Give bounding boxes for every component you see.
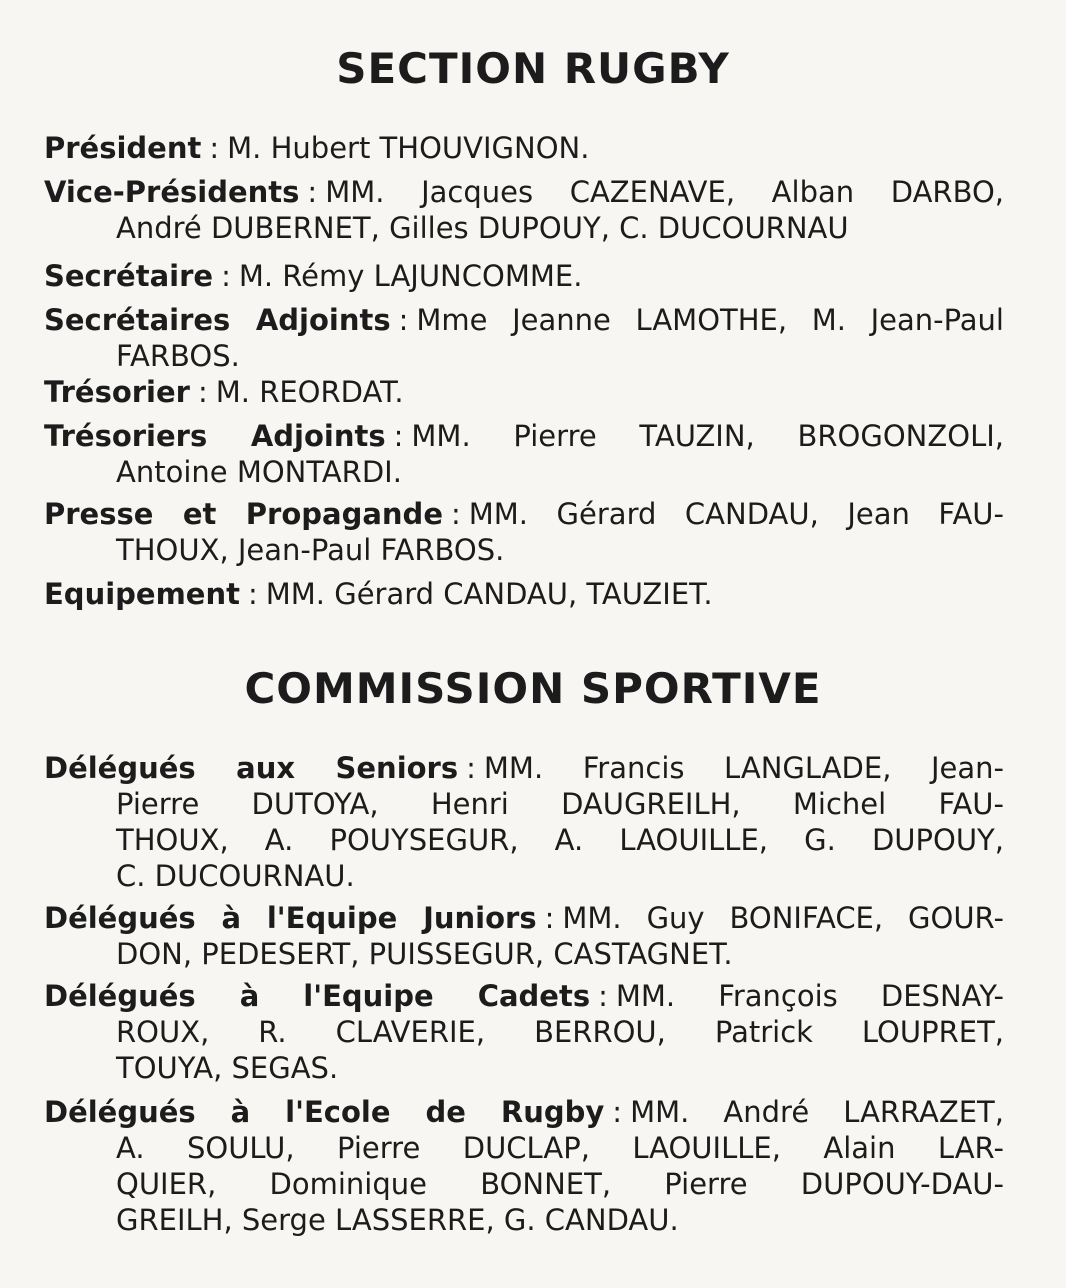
- role-label: Président: [44, 131, 202, 165]
- role-label: Délégués à l'Equipe Juniors: [44, 901, 537, 935]
- entry-delegues-ecole-rugby: [44, 1094, 1004, 1238]
- role-label: Presse et Propagande: [44, 497, 443, 531]
- role-label: Secrétaires Adjoints: [44, 303, 391, 337]
- member-names-continued: QUIER, Dominique BONNET, Pierre DUPOUY-DAU-: [116, 1167, 1004, 1201]
- member-names-continued: A. SOULU, Pierre DUCLAP, LAOUILLE, Alain LAR-: [116, 1131, 1004, 1165]
- colon: :: [393, 419, 404, 453]
- entry-delegues-juniors: [44, 900, 1004, 972]
- member-names-continued: TOUYA, SEGAS.: [116, 1051, 339, 1085]
- member-names: M. Rémy LAJUNCOMME.: [238, 259, 583, 293]
- entry-tresorier: [44, 374, 1004, 410]
- member-names: MM. Gérard CANDAU, Jean FAU-: [468, 497, 1004, 531]
- colon: :: [598, 979, 608, 1013]
- colon: :: [209, 131, 220, 165]
- colon: :: [544, 901, 555, 935]
- entry-secretaires-adjoints: [44, 302, 1004, 374]
- member-names-continued: FARBOS.: [116, 339, 240, 373]
- role-label: Trésorier: [44, 375, 190, 409]
- section-rugby-heading: SECTION RUGBY: [336, 44, 730, 93]
- entry-delegues-seniors: [44, 750, 1004, 894]
- member-names-continued: Pierre DUTOYA, Henri DAUGREILH, Michel FAU-: [116, 787, 1004, 821]
- member-names: MM. Gérard CANDAU, TAUZIET.: [265, 577, 713, 611]
- entry-tresoriers-adjoints: [44, 418, 1004, 490]
- member-names: MM. Francis LANGLADE, Jean-: [483, 751, 1004, 785]
- role-label: Délégués à l'Ecole de Rugby: [44, 1095, 605, 1129]
- member-names-continued: THOUX, Jean-Paul FARBOS.: [116, 533, 505, 567]
- member-names-continued: Antoine MONTARDI.: [116, 455, 402, 489]
- entry-delegues-cadets: [44, 978, 1004, 1086]
- commission-sportive-heading: COMMISSION SPORTIVE: [244, 664, 822, 713]
- role-label: Equipement: [44, 577, 240, 611]
- entry-secretaire: [44, 258, 1004, 294]
- member-names: MM. Guy BONIFACE, GOUR-: [562, 901, 1004, 935]
- role-label: Secrétaire: [44, 259, 214, 293]
- member-names-continued: GREILH, Serge LASSERRE, G. CANDAU.: [116, 1203, 679, 1237]
- colon: :: [307, 175, 318, 209]
- member-names: MM. Jacques CAZENAVE, Alban DARBO,: [325, 175, 1004, 209]
- member-names: M. Hubert THOUVIGNON.: [227, 131, 590, 165]
- role-label: Délégués à l'Equipe Cadets: [44, 979, 591, 1013]
- role-label: Délégués aux Seniors: [44, 751, 459, 785]
- member-names-continued: THOUX, A. POUYSEGUR, A. LAOUILLE, G. DUPOUY,: [116, 823, 1004, 857]
- member-names: MM. Pierre TAUZIN, BROGONZOLI,: [411, 419, 1004, 453]
- member-names: MM. François DESNAY-: [615, 979, 1004, 1013]
- colon: :: [398, 303, 409, 337]
- member-names-continued: C. DUCOURNAU.: [116, 859, 355, 893]
- member-names-continued: André DUBERNET, Gilles DUPOUY, C. DUCOURNAU: [116, 211, 849, 245]
- member-names: M. REORDAT.: [215, 375, 404, 409]
- colon: :: [612, 1095, 623, 1129]
- member-names: Mme Jeanne LAMOTHE, M. Jean-Paul: [416, 303, 1004, 337]
- role-label: Trésoriers Adjoints: [44, 419, 386, 453]
- member-names-continued: DON, PEDESERT, PUISSEGUR, CASTAGNET.: [116, 937, 733, 971]
- member-names: MM. André LARRAZET,: [630, 1095, 1004, 1129]
- colon: :: [466, 751, 476, 785]
- colon: :: [197, 375, 208, 409]
- entry-vice-presidents: [44, 174, 1004, 246]
- entry-equipement: [44, 576, 1004, 612]
- colon: :: [450, 497, 461, 531]
- role-label: Vice-Présidents: [44, 175, 300, 209]
- colon: :: [221, 259, 231, 293]
- entry-presse-propagande: [44, 496, 1004, 568]
- entry-president: [44, 130, 1004, 166]
- colon: :: [247, 577, 258, 611]
- member-names-continued: ROUX, R. CLAVERIE, BERROU, Patrick LOUPRET,: [116, 1015, 1004, 1049]
